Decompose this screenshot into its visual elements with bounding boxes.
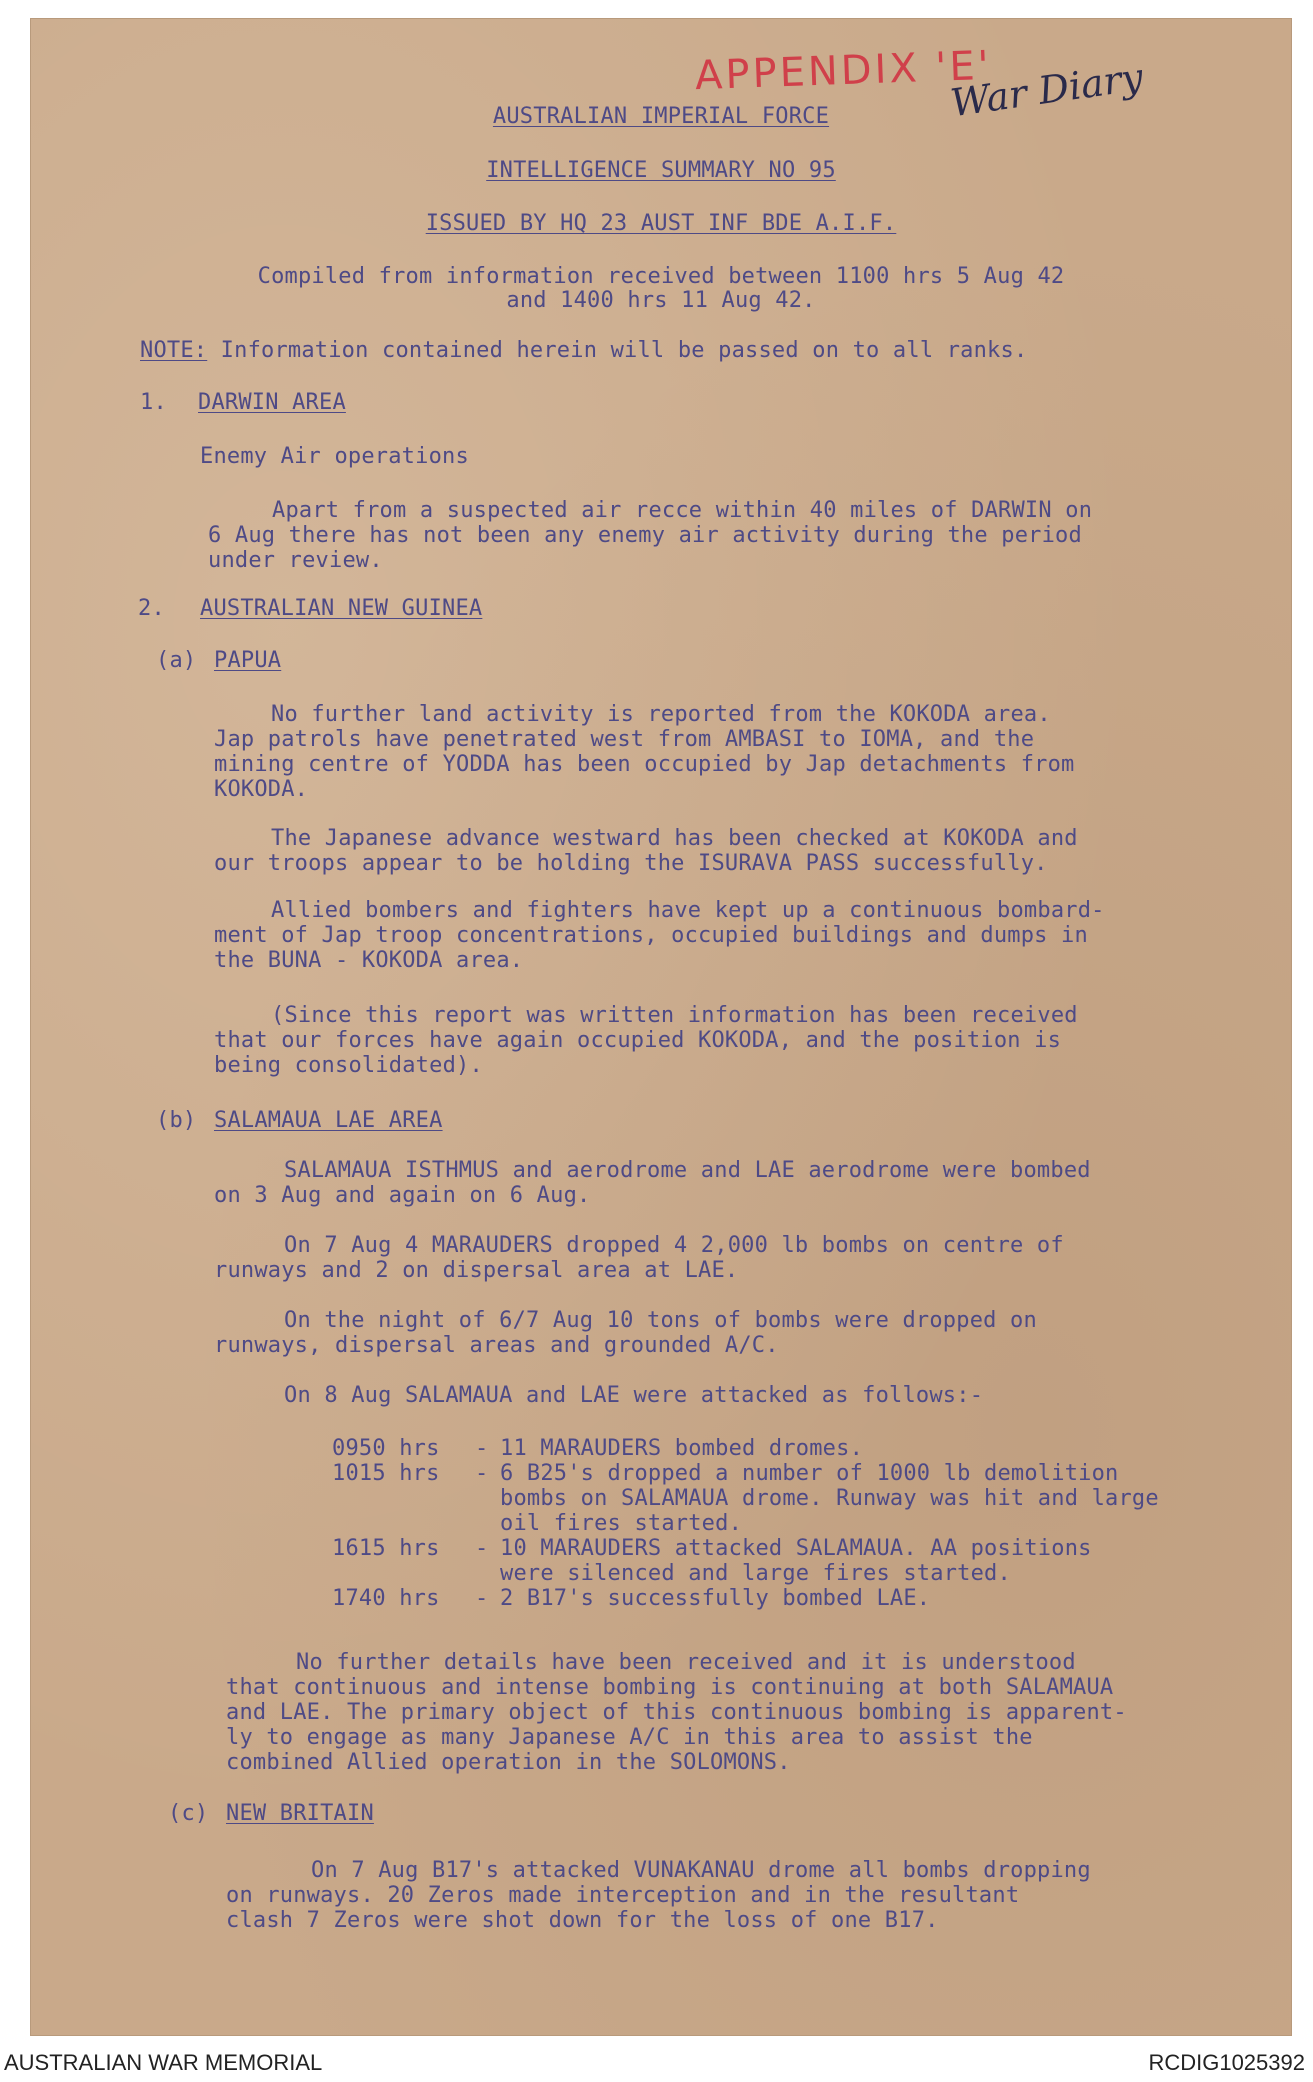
- section-1-number: 1.: [140, 390, 167, 415]
- text-line: runways and 2 on dispersal area at LAE.: [214, 1258, 739, 1283]
- header-line-3: ISSUED BY HQ 23 AUST INF BDE A.I.F.: [425, 211, 897, 236]
- new-britain-paragraph: [226, 1858, 1091, 1933]
- text-line: No further details have been received and it is understood: [296, 1650, 1076, 1675]
- text-line: Allied bombers and fighters have kept up a continuous bombard-: [271, 898, 1105, 923]
- text-line: SALAMAUA ISTHMUS and aerodrome and LAE aerodrome were bombed: [284, 1158, 1091, 1183]
- log-time-1015: 1015 hrs: [332, 1461, 440, 1486]
- note-label: NOTE:: [140, 338, 208, 363]
- log-entry-1015: [500, 1461, 1159, 1536]
- appendix-stamp: APPENDIX 'E': [694, 42, 993, 100]
- subsection-b-title: SALAMAUA LAE AREA: [214, 1108, 443, 1133]
- subsection-c-number: (c): [168, 1801, 209, 1826]
- text-line: that our forces have again occupied KOKODA, and the position is: [214, 1028, 1062, 1053]
- header-line-1: AUSTRALIAN IMPERIAL FORCE: [492, 104, 830, 129]
- log-dash: -: [475, 1461, 489, 1486]
- text-line: On the night of 6/7 Aug 10 tons of bombs were dropped on: [284, 1308, 1037, 1333]
- text-line: our troops appear to be holding the ISURAVA PASS successfully.: [214, 851, 1048, 876]
- compiled-line-1: Compiled from information received between 1100 hrs 5 Aug 42: [257, 264, 1065, 289]
- text-line: oil fires started.: [500, 1511, 743, 1536]
- text-line: The Japanese advance westward has been checked at KOKODA and: [271, 826, 1078, 851]
- text-line: Jap patrols have penetrated west from AMBASI to IOMA, and the: [214, 727, 1035, 752]
- papua-paragraph-1: [214, 702, 1075, 802]
- text-line: mining centre of YODDA has been occupied by Jap detachments from: [214, 752, 1075, 777]
- note-text: Information contained herein will be passed on to all ranks.: [207, 338, 1028, 363]
- papua-paragraph-3: [214, 898, 1105, 973]
- note-line: [140, 338, 1027, 363]
- text-line: that continuous and intense bombing is continuing at both SALAMAUA: [226, 1675, 1114, 1700]
- text-line: on 3 Aug and again on 6 Aug.: [214, 1183, 591, 1208]
- text-line: On 7 Aug 4 MARAUDERS dropped 4 2,000 lb bombs on centre of: [284, 1233, 1064, 1258]
- text-line: ment of Jap troop concentrations, occupied buildings and dumps in: [214, 923, 1088, 948]
- war-diary-handwriting: War Diary: [947, 54, 1146, 126]
- text-line: (Since this report was written information has been received: [271, 1003, 1078, 1028]
- section-2-title: AUSTRALIAN NEW GUINEA: [200, 596, 483, 621]
- text-line: Apart from a suspected air recce within 40 miles of DARWIN on: [272, 498, 1093, 523]
- log-entry-1740: 2 B17's successfully bombed LAE.: [500, 1586, 931, 1611]
- text-line: On 7 Aug B17's attacked VUNAKANAU drome all bombs dropping: [311, 1858, 1091, 1883]
- text-line: 10 MARAUDERS attacked SALAMAUA. AA positions: [500, 1536, 1092, 1561]
- text-line: were silenced and large fires started.: [500, 1561, 1011, 1586]
- subsection-b-number: (b): [156, 1108, 197, 1133]
- log-dash: -: [475, 1536, 489, 1561]
- log-entry-1615: [500, 1536, 1092, 1586]
- section-1-paragraph: [208, 498, 1092, 573]
- section-2-number: 2.: [138, 596, 165, 621]
- subsection-a-number: (a): [156, 648, 197, 673]
- text-line: under review.: [208, 548, 383, 573]
- log-time-1740: 1740 hrs: [332, 1586, 440, 1611]
- archive-caption-right: RCDIG1025392: [1148, 2050, 1305, 2075]
- text-line: 6 Aug there has not been any enemy air activity during the period: [208, 523, 1082, 548]
- papua-paragraph-4: [214, 1003, 1078, 1078]
- text-line: clash 7 Zeros were shot down for the loss of one B17.: [226, 1908, 939, 1933]
- log-dash: -: [475, 1586, 489, 1611]
- section-1-subheading: Enemy Air operations: [200, 444, 469, 469]
- subsection-c-title: NEW BRITAIN: [226, 1801, 374, 1826]
- section-1-title: DARWIN AREA: [198, 390, 346, 415]
- subsection-a-title: PAPUA: [214, 648, 282, 673]
- salamaua-paragraph-5: [226, 1650, 1127, 1775]
- salamaua-paragraph-1: [214, 1158, 1091, 1208]
- salamaua-paragraph-3: [214, 1308, 1037, 1358]
- compiled-line-2: and 1400 hrs 11 Aug 42.: [506, 288, 816, 313]
- header-line-2: INTELLIGENCE SUMMARY NO 95: [486, 158, 836, 183]
- text-line: runways, dispersal areas and grounded A/C.: [214, 1333, 779, 1358]
- salamaua-paragraph-2: [214, 1233, 1064, 1283]
- log-entry-0950: 11 MARAUDERS bombed dromes.: [500, 1436, 864, 1461]
- document-page: [30, 18, 1292, 2036]
- text-line: No further land activity is reported from the KOKODA area.: [271, 702, 1051, 727]
- salamaua-paragraph-4: On 8 Aug SALAMAUA and LAE were attacked as follows:-: [284, 1383, 984, 1408]
- archive-caption-left: AUSTRALIAN WAR MEMORIAL: [4, 2050, 323, 2075]
- log-time-1615: 1615 hrs: [332, 1536, 440, 1561]
- text-line: being consolidated).: [214, 1053, 483, 1078]
- text-line: bombs on SALAMAUA drome. Runway was hit and large: [500, 1486, 1159, 1511]
- text-line: KOKODA.: [214, 777, 309, 802]
- text-line: the BUNA - KOKODA area.: [214, 948, 524, 973]
- text-line: combined Allied operation in the SOLOMONS.: [226, 1750, 791, 1775]
- text-line: 6 B25's dropped a number of 1000 lb demolition: [500, 1461, 1119, 1486]
- text-line: ly to engage as many Japanese A/C in this area to assist the: [226, 1725, 1033, 1750]
- text-line: on runways. 20 Zeros made interception and in the resultant: [226, 1883, 1020, 1908]
- log-dash: -: [475, 1436, 489, 1461]
- log-time-0950: 0950 hrs: [332, 1436, 440, 1461]
- papua-paragraph-2: [214, 826, 1078, 876]
- text-line: and LAE. The primary object of this continuous bombing is apparent-: [226, 1700, 1127, 1725]
